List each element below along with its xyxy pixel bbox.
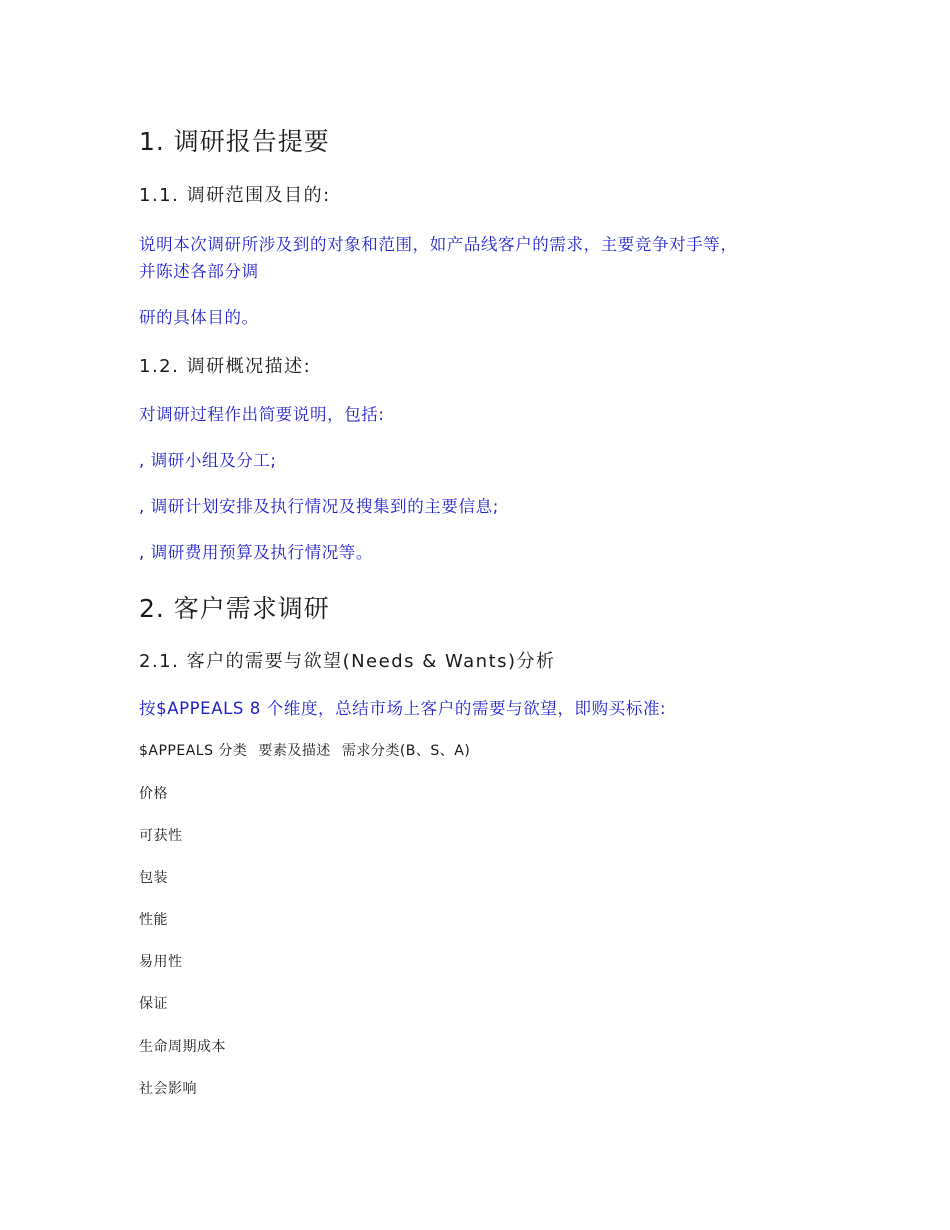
overview-item: , 调研小组及分工; <box>139 451 277 470</box>
section-2-1-heading: 2.1. 客户的需要与欲望(Needs & Wants)分析 <box>139 651 556 672</box>
scope-paragraph-line-2: 并陈述各部分调 <box>139 262 259 281</box>
section-1-2-heading: 1.2. 调研概况描述: <box>139 356 312 377</box>
section-1-heading: 1. 调研报告提要 <box>139 127 330 156</box>
table-header-cell: $APPEALS 分类 <box>139 743 248 759</box>
section-2-heading: 2. 客户需求调研 <box>139 594 330 623</box>
section-1-1-heading: 1.1. 调研范围及目的: <box>139 185 331 206</box>
scope-paragraph-line-1: 说明本次调研所涉及到的对象和范围，如产品线客户的需求，主要竞争对手等， <box>139 235 738 254</box>
table-row: 社会影响 <box>139 1081 197 1097</box>
table-row: 保证 <box>139 996 168 1012</box>
appeals-table-header <box>139 740 476 760</box>
table-row: 易用性 <box>139 954 183 970</box>
purpose-paragraph: 研的具体目的。 <box>139 308 259 327</box>
overview-item: , 调研计划安排及执行情况及搜集到的主要信息; <box>139 497 499 516</box>
overview-intro: 对调研过程作出简要说明，包括: <box>139 405 385 424</box>
overview-item: , 调研费用预算及执行情况等。 <box>139 543 373 562</box>
appeals-intro: 按$APPEALS 8 个维度，总结市场上客户的需要与欲望，即购买标准: <box>139 699 667 718</box>
table-row: 包装 <box>139 870 168 886</box>
table-row: 价格 <box>139 786 168 802</box>
table-row: 可获性 <box>139 828 183 844</box>
table-header-cell: 要素及描述 <box>258 743 331 759</box>
table-row: 性能 <box>139 912 168 928</box>
table-header-cell: 需求分类(B、S、A) <box>341 743 471 759</box>
table-row: 生命周期成本 <box>139 1039 226 1055</box>
